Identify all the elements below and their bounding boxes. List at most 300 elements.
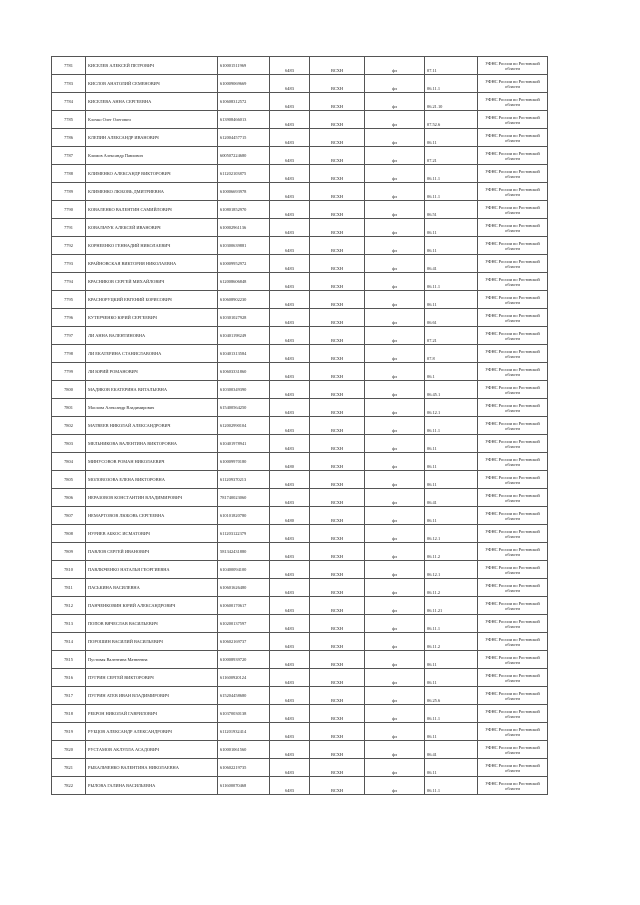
tax-regime: ВСХН bbox=[310, 237, 365, 255]
taxpayer-type: фл bbox=[365, 579, 425, 597]
table-row bbox=[52, 561, 548, 579]
activity-code: 06.45.1 bbox=[425, 381, 478, 399]
inn-number: 613908466013 bbox=[218, 111, 270, 129]
tax-authority: УФНС России по Ростовской области bbox=[478, 705, 548, 723]
row-number: 7796 bbox=[52, 309, 86, 327]
tax-authority: УФНС России по Ростовской области bbox=[478, 417, 548, 435]
activity-code: 06.11.1 bbox=[425, 417, 478, 435]
table-row bbox=[52, 147, 548, 165]
table-row bbox=[52, 237, 548, 255]
tax-authority: УФНС России по Ростовской области bbox=[478, 687, 548, 705]
activity-code: 06.11 bbox=[425, 129, 478, 147]
tax-office-code: 6483 bbox=[270, 93, 310, 111]
activity-code: 06.1 bbox=[425, 363, 478, 381]
tax-authority: УФНС России по Ростовской области bbox=[478, 561, 548, 579]
activity-code: 06.11 bbox=[425, 759, 478, 777]
tax-authority: УФНС России по Ростовской области bbox=[478, 399, 548, 417]
activity-code: 06.61 bbox=[425, 309, 478, 327]
row-number: 7809 bbox=[52, 543, 86, 561]
row-number: 7806 bbox=[52, 489, 86, 507]
tax-authority: УФНС России по Ростовской области bbox=[478, 597, 548, 615]
taxpayer-name: КРАСНОРУЦКИЙ ЕВГЕНИЙ БОРИСОВИЧ bbox=[86, 291, 218, 309]
taxpayer-type: фл bbox=[365, 669, 425, 687]
tax-authority: УФНС России по Ростовской области bbox=[478, 453, 548, 471]
tax-regime: ВСХН bbox=[310, 417, 365, 435]
row-number: 7783 bbox=[52, 75, 86, 93]
row-number: 7808 bbox=[52, 525, 86, 543]
row-number: 7813 bbox=[52, 615, 86, 633]
inn-number: 610370030138 bbox=[218, 705, 270, 723]
activity-code: 06.11 bbox=[425, 471, 478, 489]
table-row bbox=[52, 165, 548, 183]
activity-code: 06.11.1 bbox=[425, 165, 478, 183]
activity-code: 06.41 bbox=[425, 741, 478, 759]
taxpayer-type: фл bbox=[365, 273, 425, 291]
taxpayer-type: фл bbox=[365, 507, 425, 525]
table-row bbox=[52, 219, 548, 237]
table-row bbox=[52, 93, 548, 111]
tax-authority: УФНС России по Ростовской области bbox=[478, 435, 548, 453]
taxpayer-name: Пустовая Валентина Матвеевна bbox=[86, 651, 218, 669]
row-number: 7821 bbox=[52, 759, 86, 777]
tax-office-code: 6483 bbox=[270, 543, 310, 561]
taxpayer-name: КИСЕЛЕВА АННА СЕРГЕЕВНА bbox=[86, 93, 218, 111]
taxpayer-name: КЛЕПИН АЛЕКСАНДР ИВАНОВИЧ bbox=[86, 129, 218, 147]
taxpayer-name: РЫБАЛЬЧЕНКО ВАЛЕНТИНА НИКОЛАЕВНА bbox=[86, 759, 218, 777]
row-number: 7799 bbox=[52, 363, 86, 381]
row-number: 7817 bbox=[52, 687, 86, 705]
tax-authority: УФНС России по Ростовской области bbox=[478, 291, 548, 309]
taxpayer-name: КУТЕРЧЕНКО ЮРИЙ СЕРГЕЕВИЧ bbox=[86, 309, 218, 327]
taxpayer-name: ПАВЛЮЧЕНКО НАТАЛЬЯ ГЕОРГИЕВНА bbox=[86, 561, 218, 579]
tax-regime: ВСХН bbox=[310, 399, 365, 417]
taxpayer-name: Маслова Александр Владимирович bbox=[86, 399, 218, 417]
tax-office-code: 6483 bbox=[270, 525, 310, 543]
inn-number: 611201932414 bbox=[218, 723, 270, 741]
tax-regime: ВСХН bbox=[310, 363, 365, 381]
taxpayer-type: фл bbox=[365, 219, 425, 237]
taxpayer-type: фл bbox=[365, 435, 425, 453]
tax-authority: УФНС России по Ростовской области bbox=[478, 525, 548, 543]
row-number: 7800 bbox=[52, 381, 86, 399]
tax-authority: УФНС России по Ростовской области bbox=[478, 741, 548, 759]
table-row bbox=[52, 705, 548, 723]
activity-code: 06.11.2 bbox=[425, 543, 478, 561]
tax-regime: ВСХН bbox=[310, 471, 365, 489]
tax-authority: УФНС России по Ростовской области bbox=[478, 543, 548, 561]
tax-office-code: 6483 bbox=[270, 561, 310, 579]
tax-authority: УФНС России по Ростовской области bbox=[478, 345, 548, 363]
table-row bbox=[52, 633, 548, 651]
activity-code: 06.12.1 bbox=[425, 561, 478, 579]
tax-regime: ВСХН bbox=[310, 327, 365, 345]
tax-regime: ВСХН bbox=[310, 219, 365, 237]
row-number: 7786 bbox=[52, 129, 86, 147]
taxpayer-type: фл bbox=[365, 777, 425, 795]
activity-code: 06.11.1 bbox=[425, 75, 478, 93]
tax-regime: ВСХН bbox=[310, 705, 365, 723]
inn-number: 610608312572 bbox=[218, 93, 270, 111]
taxpayer-name: РЕБРОН НИКОЛАЙ ГАВРИЛОВИЧ bbox=[86, 705, 218, 723]
taxpayer-name: РЫЛОВА ГАЛИНА ВАСИЛЬЕВНА bbox=[86, 777, 218, 795]
inn-number: 610400094100 bbox=[218, 561, 270, 579]
table-row bbox=[52, 291, 548, 309]
taxpayer-type: фл bbox=[365, 561, 425, 579]
row-number: 7795 bbox=[52, 291, 86, 309]
taxpayer-name: МОЛОВОЗОВА ЕЛЕНА ВИКТОРОВНА bbox=[86, 471, 218, 489]
taxpayer-type: фл bbox=[365, 363, 425, 381]
tax-office-code: 6483 bbox=[270, 741, 310, 759]
activity-code: 06.11 bbox=[425, 669, 478, 687]
activity-code: 06.11.1 bbox=[425, 615, 478, 633]
table-row bbox=[52, 471, 548, 489]
tax-authority: УФНС России по Ростовской области bbox=[478, 381, 548, 399]
row-number: 7788 bbox=[52, 165, 86, 183]
inn-number: 610603331860 bbox=[218, 363, 270, 381]
activity-code: 07.21 bbox=[425, 327, 478, 345]
taxpayer-type: фл bbox=[365, 309, 425, 327]
inn-number: 610801852970 bbox=[218, 201, 270, 219]
tax-office-code: 6483 bbox=[270, 57, 310, 75]
tax-regime: ВСХН bbox=[310, 777, 365, 795]
taxpayer-type: фл bbox=[365, 237, 425, 255]
taxpayer-name: КЛИМЕНКО АЛЕКСАНДР ВИКТОРОВИЧ bbox=[86, 165, 218, 183]
inn-number: 611600920124 bbox=[218, 669, 270, 687]
tax-regime: ВСХН bbox=[310, 561, 365, 579]
table-row bbox=[52, 741, 548, 759]
tax-office-code: 6483 bbox=[270, 705, 310, 723]
row-number: 7794 bbox=[52, 273, 86, 291]
inn-number: 781740023060 bbox=[218, 489, 270, 507]
taxpayer-type: фл bbox=[365, 255, 425, 273]
tax-authority: УФНС России по Ростовской области bbox=[478, 255, 548, 273]
row-number: 7818 bbox=[52, 705, 86, 723]
taxpayer-type: фл bbox=[365, 291, 425, 309]
tax-office-code: 6483 bbox=[270, 255, 310, 273]
taxpayer-type: фл bbox=[365, 741, 425, 759]
taxpayer-type: фл bbox=[365, 723, 425, 741]
table-row bbox=[52, 435, 548, 453]
row-number: 7812 bbox=[52, 597, 86, 615]
taxpayer-type: фл bbox=[365, 57, 425, 75]
tax-regime: ВСХН bbox=[310, 75, 365, 93]
tax-authority: УФНС России по Ростовской области bbox=[478, 75, 548, 93]
taxpayer-name: КОВАЛЕНКО ВАЛЕНТИН САМИЙЛОВИЧ bbox=[86, 201, 218, 219]
activity-code: 06.11.1 bbox=[425, 183, 478, 201]
taxpayer-name: ПУГРИН СЕРГЕЙ ВИКТОРОВИЧ bbox=[86, 669, 218, 687]
table-row bbox=[52, 615, 548, 633]
table-row bbox=[52, 327, 548, 345]
taxpayer-type: фл bbox=[365, 543, 425, 561]
inn-number: 615400564250 bbox=[218, 399, 270, 417]
taxpayer-type: фл bbox=[365, 651, 425, 669]
table-row bbox=[52, 597, 548, 615]
tax-office-code: 6483 bbox=[270, 435, 310, 453]
tax-authority: УФНС России по Ростовской области bbox=[478, 633, 548, 651]
tax-authority: УФНС России по Ростовской области bbox=[478, 237, 548, 255]
table-row bbox=[52, 399, 548, 417]
tax-office-code: 6483 bbox=[270, 237, 310, 255]
taxpayer-name: КИСЛОВ АНАТОЛИЙ СЕМЕНОВИЧ bbox=[86, 75, 218, 93]
tax-regime: ВСХН bbox=[310, 201, 365, 219]
row-number: 7789 bbox=[52, 183, 86, 201]
taxpayer-name: ПАВЛОВ СЕРГЕЙ ИВАНОВИЧ bbox=[86, 543, 218, 561]
inn-number: 610602219735 bbox=[218, 759, 270, 777]
inn-number: 610401978941 bbox=[218, 435, 270, 453]
inn-number: 611203122379 bbox=[218, 525, 270, 543]
row-number: 7803 bbox=[52, 435, 86, 453]
tax-authority: УФНС России по Ростовской области bbox=[478, 651, 548, 669]
table-row bbox=[52, 129, 548, 147]
tax-regime: ВСХН bbox=[310, 489, 365, 507]
taxpayer-name: МАТВЕЕВ НИКОЛАЙ АЛЕКСАНДРОВИЧ bbox=[86, 417, 218, 435]
tax-authority: УФНС России по Ростовской области bbox=[478, 147, 548, 165]
inn-number: 615204458680 bbox=[218, 687, 270, 705]
row-number: 7807 bbox=[52, 507, 86, 525]
taxpayer-name: МАДЯКОВ ЕКАТЕРИНА ВИТАЛЬЕВНА bbox=[86, 381, 218, 399]
table-row bbox=[52, 75, 548, 93]
tax-office-code: 6483 bbox=[270, 417, 310, 435]
row-number: 7804 bbox=[52, 453, 86, 471]
inn-number: 610001061560 bbox=[218, 741, 270, 759]
tax-authority: УФНС России по Ростовской области bbox=[478, 183, 548, 201]
row-number: 7797 bbox=[52, 327, 86, 345]
table-row bbox=[52, 345, 548, 363]
inn-number: 610300349390 bbox=[218, 381, 270, 399]
activity-code: 06.11 bbox=[425, 723, 478, 741]
inn-number: 581342431880 bbox=[218, 543, 270, 561]
taxpayer-type: фл bbox=[365, 129, 425, 147]
tax-office-code: 6483 bbox=[270, 327, 310, 345]
tax-regime: ВСХН bbox=[310, 741, 365, 759]
taxpayer-name: КИСЕЛЕВ АЛЕКСЕЙ ПЕТРОВИЧ bbox=[86, 57, 218, 75]
inn-number: 610401313584 bbox=[218, 345, 270, 363]
activity-code: 06.21.10 bbox=[425, 93, 478, 111]
tax-authority: УФНС России по Ростовской области bbox=[478, 273, 548, 291]
activity-code: 06.41 bbox=[425, 255, 478, 273]
taxpayer-name: РУСТАМОВ АКЛУЛЛА АСАДОВИЧ bbox=[86, 741, 218, 759]
taxpayer-name: НЕМАРТОВОВ ЛЮБОВЬ СЕРГЕЕВНА bbox=[86, 507, 218, 525]
taxpayer-name: ЛИ ЕКАТЕРИНА СТАНИСЛАВОВНА bbox=[86, 345, 218, 363]
tax-office-code: 6483 bbox=[270, 399, 310, 417]
row-number: 7798 bbox=[52, 345, 86, 363]
row-number: 7819 bbox=[52, 723, 86, 741]
taxpayer-name: ЛИ АННА ВАЛЕНТИНОВНА bbox=[86, 327, 218, 345]
tax-authority: УФНС России по Ростовской области bbox=[478, 759, 548, 777]
activity-code: 06.11.1 bbox=[425, 273, 478, 291]
taxpayer-type: фл bbox=[365, 147, 425, 165]
activity-code: 06.41 bbox=[425, 489, 478, 507]
table-row bbox=[52, 201, 548, 219]
tax-regime: ВСХН bbox=[310, 309, 365, 327]
taxpayer-name: КОРНЕЕНКО ГЕННАДИЙ НИКОЛАЕВИЧ bbox=[86, 237, 218, 255]
taxpayer-name: КРАСНИКОВ СЕРГЕЙ МИХАЙЛОВИЧ bbox=[86, 273, 218, 291]
taxpayer-type: фл bbox=[365, 111, 425, 129]
inn-number: 610600170617 bbox=[218, 597, 270, 615]
activity-code: 06.11.2 bbox=[425, 579, 478, 597]
tax-regime: ВСХН bbox=[310, 651, 365, 669]
tax-regime: ВСХН bbox=[310, 165, 365, 183]
table-row bbox=[52, 255, 548, 273]
tax-regime: ВСХН bbox=[310, 147, 365, 165]
taxpayer-type: фл bbox=[365, 93, 425, 111]
taxpayer-name: Климов Александр Павлович bbox=[86, 147, 218, 165]
tax-authority: УФНС России по Ростовской области bbox=[478, 471, 548, 489]
tax-office-code: 6483 bbox=[270, 273, 310, 291]
taxpayer-type: фл bbox=[365, 165, 425, 183]
inn-number: 610401198249 bbox=[218, 327, 270, 345]
inn-number: 610301027928 bbox=[218, 309, 270, 327]
taxpayer-name: ПАНЧЕНКОВИН ЮРИЙ АЛЕКСАНДРОВИЧ bbox=[86, 597, 218, 615]
tax-office-code: 6483 bbox=[270, 309, 310, 327]
tax-regime: ВСХН bbox=[310, 615, 365, 633]
tax-regime: ВСХН bbox=[310, 669, 365, 687]
taxpayer-name: МЕЛЬНИКОВА ВАЛЕНТИНА ВИКТОРОВНА bbox=[86, 435, 218, 453]
activity-code: 06.11 bbox=[425, 507, 478, 525]
tax-office-code: 6483 bbox=[270, 489, 310, 507]
tax-authority: УФНС России по Ростовской области bbox=[478, 165, 548, 183]
tax-office-code: 6483 bbox=[270, 363, 310, 381]
registry-table bbox=[51, 56, 548, 795]
tax-office-code: 6483 bbox=[270, 597, 310, 615]
row-number: 7791 bbox=[52, 219, 86, 237]
taxpayer-type: фл bbox=[365, 453, 425, 471]
row-number: 7787 bbox=[52, 147, 86, 165]
inn-number: 610009952972 bbox=[218, 255, 270, 273]
activity-code: 06.11.21 bbox=[425, 597, 478, 615]
tax-authority: УФНС России по Ростовской области bbox=[478, 507, 548, 525]
tax-regime: ВСХН bbox=[310, 255, 365, 273]
activity-code: 06.11.1 bbox=[425, 777, 478, 795]
taxpayer-name: НЕРАЗОВОВ КОНСТАНТИН ВЛАДИМИРОВИЧ bbox=[86, 489, 218, 507]
inn-number: 610002961136 bbox=[218, 219, 270, 237]
taxpayer-type: фл bbox=[365, 615, 425, 633]
row-number: 7781 bbox=[52, 57, 86, 75]
taxpayer-type: фл bbox=[365, 201, 425, 219]
tax-office-code: 6483 bbox=[270, 579, 310, 597]
inn-number: 610101820780 bbox=[218, 507, 270, 525]
tax-office-code: 6483 bbox=[270, 651, 310, 669]
table-row bbox=[52, 453, 548, 471]
table-row bbox=[52, 651, 548, 669]
activity-code: 06.11 bbox=[425, 291, 478, 309]
inn-number: 610602169737 bbox=[218, 633, 270, 651]
tax-regime: ВСХН bbox=[310, 435, 365, 453]
inn-number: 610200137597 bbox=[218, 615, 270, 633]
row-number: 7816 bbox=[52, 669, 86, 687]
table-row bbox=[52, 57, 548, 75]
tax-regime: ВСХН bbox=[310, 507, 365, 525]
table-row bbox=[52, 543, 548, 561]
row-number: 7810 bbox=[52, 561, 86, 579]
taxpayer-type: фл bbox=[365, 75, 425, 93]
taxpayer-name: НУРИЕВ АБКОС ИСМАТОВИЧ bbox=[86, 525, 218, 543]
inn-number: 610001511969 bbox=[218, 57, 270, 75]
taxpayer-name: КРАЙНОВСКАЯ ВИКТОРИЯ НИКОЛАЕВНА bbox=[86, 255, 218, 273]
tax-regime: ВСХН bbox=[310, 111, 365, 129]
inn-number: 610009069669 bbox=[218, 75, 270, 93]
inn-number: 611209370213 bbox=[218, 471, 270, 489]
tax-regime: ВСХН bbox=[310, 687, 365, 705]
tax-regime: ВСХН bbox=[310, 543, 365, 561]
taxpayer-type: фл bbox=[365, 399, 425, 417]
tax-regime: ВСХН bbox=[310, 633, 365, 651]
tax-authority: УФНС России по Ростовской области bbox=[478, 777, 548, 795]
inn-number: 610608902230 bbox=[218, 291, 270, 309]
tax-office-code: 6480 bbox=[270, 453, 310, 471]
activity-code: 06.11 bbox=[425, 435, 478, 453]
tax-authority: УФНС России по Ростовской области bbox=[478, 615, 548, 633]
inn-number: 610009970180 bbox=[218, 453, 270, 471]
tax-office-code: 6483 bbox=[270, 633, 310, 651]
row-number: 7815 bbox=[52, 651, 86, 669]
tax-office-code: 6483 bbox=[270, 723, 310, 741]
tax-office-code: 6483 bbox=[270, 615, 310, 633]
taxpayer-name: КЛИМЕНКО ЛЮБОВЬ ДМИТРИЕВНА bbox=[86, 183, 218, 201]
tax-office-code: 6483 bbox=[270, 147, 310, 165]
row-number: 7784 bbox=[52, 93, 86, 111]
inn-number: 610601626480 bbox=[218, 579, 270, 597]
tax-office-code: 6483 bbox=[270, 129, 310, 147]
taxpayer-type: фл bbox=[365, 525, 425, 543]
row-number: 7820 bbox=[52, 741, 86, 759]
tax-office-code: 6483 bbox=[270, 345, 310, 363]
taxpayer-type: фл bbox=[365, 381, 425, 399]
table-row bbox=[52, 723, 548, 741]
table-row bbox=[52, 111, 548, 129]
tax-office-code: 6483 bbox=[270, 219, 310, 237]
tax-regime: ВСХН bbox=[310, 525, 365, 543]
activity-code: 06.12.1 bbox=[425, 525, 478, 543]
table-row bbox=[52, 759, 548, 777]
inn-number: 610008939720 bbox=[218, 651, 270, 669]
table-row bbox=[52, 417, 548, 435]
taxpayer-type: фл bbox=[365, 759, 425, 777]
row-number: 7785 bbox=[52, 111, 86, 129]
row-number: 7790 bbox=[52, 201, 86, 219]
tax-authority: УФНС России по Ростовской области bbox=[478, 93, 548, 111]
taxpayer-name: РУБЦОВ АЛЕКСАНДР АЛЕКСАНДРОВИЧ bbox=[86, 723, 218, 741]
row-number: 7801 bbox=[52, 399, 86, 417]
row-number: 7793 bbox=[52, 255, 86, 273]
row-number: 7822 bbox=[52, 777, 86, 795]
tax-regime: ВСХН bbox=[310, 723, 365, 741]
tax-authority: УФНС России по Ростовской области bbox=[478, 489, 548, 507]
inn-number: 612002990104 bbox=[218, 417, 270, 435]
taxpayer-name: ПОПОВ ВЯЧЕСЛАВ ВАСИЛЬЕВИЧ bbox=[86, 615, 218, 633]
row-number: 7802 bbox=[52, 417, 86, 435]
table-row bbox=[52, 507, 548, 525]
inn-number: 611202103875 bbox=[218, 165, 270, 183]
tax-regime: ВСХН bbox=[310, 129, 365, 147]
taxpayer-type: фл bbox=[365, 183, 425, 201]
taxpayer-type: фл bbox=[365, 417, 425, 435]
taxpayer-name: МИНУСОВОВ РОМАН НИКОЛАЕВИЧ bbox=[86, 453, 218, 471]
taxpayer-name: ПОРОШИН ВАСИЛИЙ ВАСИЛЬЕВИЧ bbox=[86, 633, 218, 651]
tax-office-code: 6483 bbox=[270, 111, 310, 129]
activity-code: 06.11 bbox=[425, 453, 478, 471]
tax-regime: ВСХН bbox=[310, 381, 365, 399]
taxpayer-type: фл bbox=[365, 597, 425, 615]
table-row bbox=[52, 489, 548, 507]
tax-authority: УФНС России по Ростовской области bbox=[478, 669, 548, 687]
taxpayer-type: фл bbox=[365, 687, 425, 705]
activity-code: 06.25.6 bbox=[425, 687, 478, 705]
taxpayer-name: ПУГРИН АТЕВ ИВАН ВЛАДИМИРОВИЧ bbox=[86, 687, 218, 705]
tax-office-code: 6483 bbox=[270, 75, 310, 93]
tax-authority: УФНС России по Ростовской области bbox=[478, 57, 548, 75]
taxpayer-name: Клочко Олег Олегович bbox=[86, 111, 218, 129]
